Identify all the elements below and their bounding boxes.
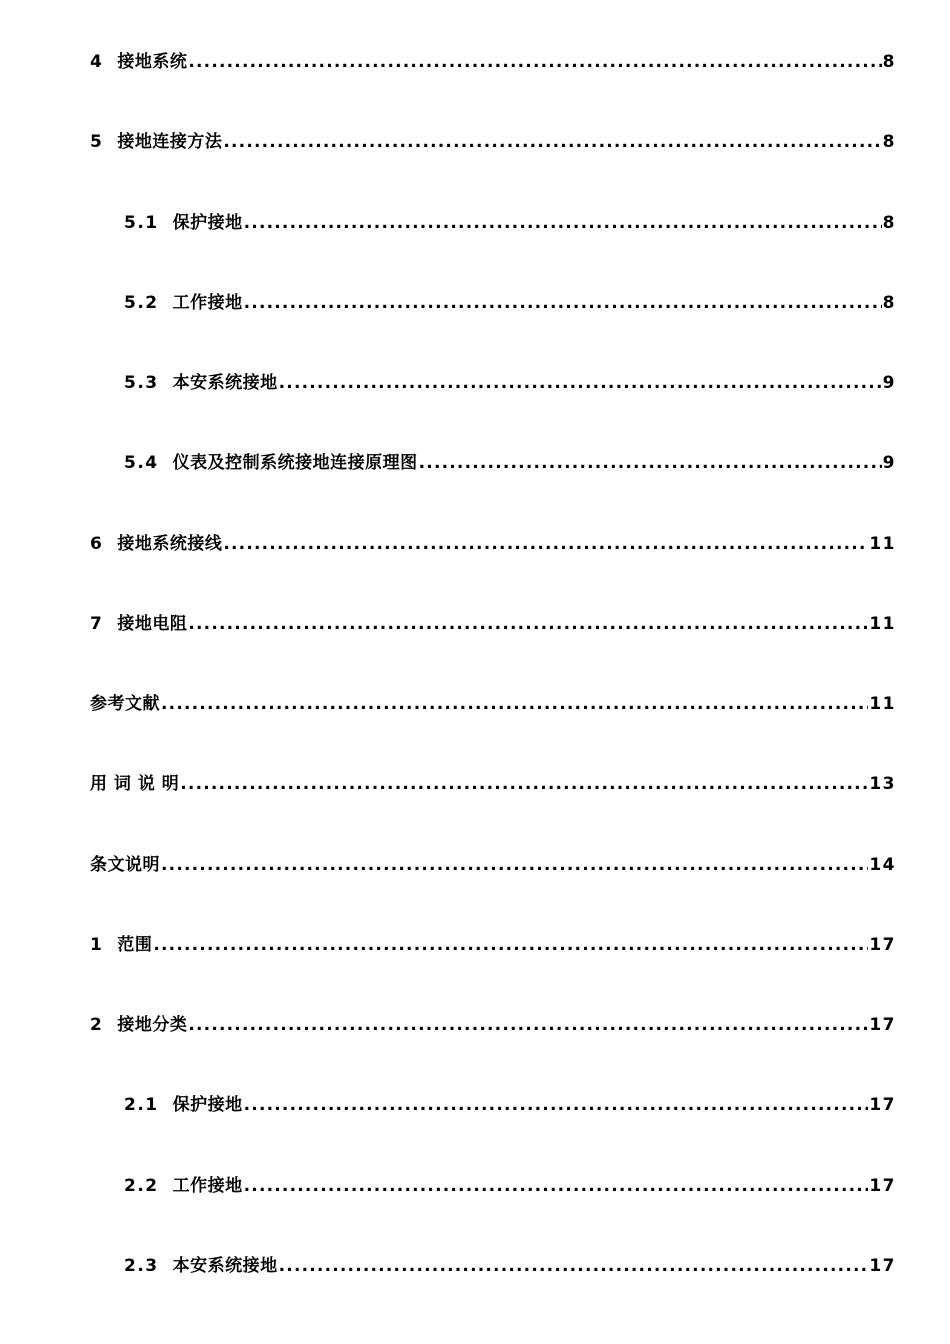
dot-leader: [153, 933, 868, 957]
toc-entry-number: 5.1: [124, 213, 159, 233]
toc-entry-title: 接地分类: [117, 1015, 188, 1035]
toc-entry-page: 13: [869, 774, 896, 794]
toc-entry-5-2[interactable]: [124, 291, 896, 315]
toc-entry-page: 14: [869, 855, 896, 875]
toc-entry-number: 2.2: [124, 1176, 159, 1196]
toc-entry-title: 接地系统: [117, 52, 188, 72]
toc-entry-page: 17: [869, 1015, 896, 1035]
toc-entry-title: 工作接地: [172, 1176, 243, 1196]
dot-leader: [188, 1013, 868, 1037]
toc-entry-title: 保护接地: [172, 1095, 243, 1115]
toc-entry-title: 工作接地: [172, 293, 243, 313]
toc-entry-page: 8: [882, 52, 896, 72]
toc-entry-2-3[interactable]: [124, 1254, 896, 1278]
toc-entry-references[interactable]: [90, 692, 896, 716]
toc-entry-page: 11: [869, 694, 896, 714]
toc-entry-4[interactable]: [90, 50, 896, 74]
dot-leader: [161, 853, 868, 877]
toc-entry-number: 5.4: [124, 453, 159, 473]
toc-entry-page: 8: [882, 132, 896, 152]
toc-entry-5-1[interactable]: [124, 211, 896, 235]
toc-entry-wording-notes[interactable]: [90, 772, 896, 796]
toc-entry-page: 11: [869, 534, 896, 554]
toc-entry-5-3[interactable]: [124, 371, 896, 395]
dot-leader: [244, 291, 882, 315]
toc-entry-number: 5.3: [124, 373, 159, 393]
toc-entry-number: 5.2: [124, 293, 159, 313]
dot-leader: [188, 612, 868, 636]
toc-entry-7[interactable]: [90, 612, 896, 636]
toc-entry-5-4[interactable]: [124, 451, 896, 475]
dot-leader: [244, 211, 882, 235]
dot-leader: [419, 451, 882, 475]
toc-entry-number: 2.1: [124, 1095, 159, 1115]
toc-entry-page: 8: [882, 213, 896, 233]
toc-entry-number: 6: [90, 534, 104, 554]
toc-entry-page: 9: [882, 453, 896, 473]
toc-entry-5[interactable]: [90, 130, 896, 154]
toc-entry-clause-explanation[interactable]: [90, 853, 896, 877]
dot-leader: [279, 371, 882, 395]
toc-entry-page: 17: [869, 1095, 896, 1115]
dot-leader: [279, 1254, 869, 1278]
toc-entry-title: 保护接地: [172, 213, 243, 233]
toc-entry-page: 8: [882, 293, 896, 313]
toc-entry-title: 范围: [117, 935, 153, 955]
dot-leader: [223, 532, 868, 556]
dot-leader: [244, 1174, 869, 1198]
toc-entry-2-2[interactable]: [124, 1174, 896, 1198]
dot-leader: [244, 1093, 869, 1117]
toc-entry-title: 本安系统接地: [172, 1256, 278, 1276]
toc-entry-title: 用 词 说 明: [90, 774, 180, 794]
toc-entry-1[interactable]: [90, 933, 896, 957]
toc-entry-page: 17: [869, 1176, 896, 1196]
toc-entry-number: 4: [90, 52, 104, 72]
dot-leader: [161, 692, 868, 716]
toc-entry-page: 17: [869, 1256, 896, 1276]
toc-entry-2-1[interactable]: [124, 1093, 896, 1117]
toc-entry-title: 接地连接方法: [117, 132, 223, 152]
toc-entry-2[interactable]: [90, 1013, 896, 1037]
toc-entry-number: 2.3: [124, 1256, 159, 1276]
toc-entry-title: 接地电阻: [117, 614, 188, 634]
toc-entry-title: 条文说明: [90, 855, 160, 875]
toc-entry-number: 7: [90, 614, 104, 634]
dot-leader: [180, 772, 868, 796]
toc-entry-page: 17: [869, 935, 896, 955]
toc-entry-number: 2: [90, 1015, 104, 1035]
toc-entry-title: 本安系统接地: [172, 373, 278, 393]
toc-entry-6[interactable]: [90, 532, 896, 556]
toc-entry-page: 9: [882, 373, 896, 393]
dot-leader: [223, 130, 881, 154]
toc-entry-number: 1: [90, 935, 104, 955]
toc-entry-title: 仪表及控制系统接地连接原理图: [172, 453, 418, 473]
toc-entry-page: 11: [869, 614, 896, 634]
toc-entry-number: 5: [90, 132, 104, 152]
dot-leader: [188, 50, 881, 74]
toc-entry-title: 接地系统接线: [117, 534, 223, 554]
toc-entry-title: 参考文献: [90, 694, 160, 714]
